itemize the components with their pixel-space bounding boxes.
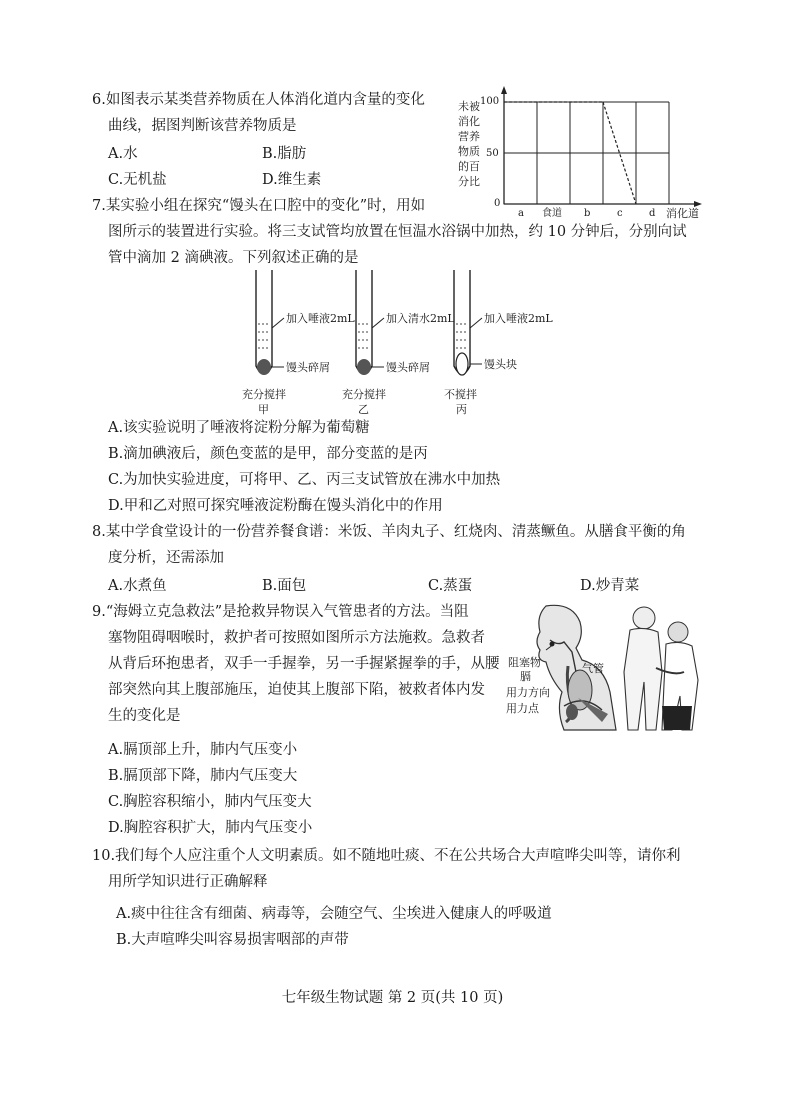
q9-option-b: B.膈顶部下降，肺内气压变大 — [108, 768, 298, 784]
q8-option-b: B.面包 — [262, 578, 307, 594]
q7-option-d: D.甲和乙对照可探究唾液淀粉酶在馒头消化中的作用 — [108, 498, 443, 514]
q10-option-a: A.痰中往往含有细菌、病毒等，会随空气、尘埃进入健康人的呼吸道 — [116, 906, 552, 922]
q6-option-d: D.维生素 — [262, 172, 322, 188]
q7-tube3-liquid: 加入唾液2mL — [484, 312, 553, 325]
q9-stem-line4: 部突然向其上腹部施压，迫使其上腹部下陷，被救者体内发 — [108, 682, 485, 698]
q7-stem-line2: 图所示的装置进行实验。将三支试管均放置在恒温水浴锅中加热，约 10 分钟后，分别向试 — [108, 224, 687, 240]
q7-option-a: A.该实验说明了唾液将淀粉分解为葡萄糖 — [108, 420, 370, 436]
q7-tube3-stir: 不搅拌 — [444, 388, 477, 401]
q6-stem-line2: 曲线，据图判断该营养物质是 — [108, 118, 297, 134]
q7-option-b: B.滴加碘液后，颜色变蓝的是甲，部分变蓝的是丙 — [108, 446, 428, 462]
q9-stem-line2: 塞物阻碍咽喉时，救护者可按照如图所示方法施救。急救者 — [108, 630, 485, 646]
q9-stem-line3: 从背后环抱患者，双手一手握拳，另一手握紧握拳的手，从腰 — [108, 656, 500, 672]
q8-stem-line2: 度分析，还需添加 — [108, 550, 224, 566]
page-footer: 七年级生物试题 第 2 页(共 10 页) — [281, 990, 504, 1006]
q8-stem-line1: 8.某中学食堂设计的一份营养餐食谱：米饭、羊肉丸子、红烧肉、清蒸鳜鱼。从膳食平衡的角 — [92, 524, 686, 540]
q9-label-obstruction: 阻塞物 — [508, 656, 541, 669]
q7-option-c: C.为加快实验进度，可将甲、乙、丙三支试管放在沸水中加热 — [108, 472, 501, 488]
q6-ylabel-1: 未被 — [458, 100, 480, 113]
q8-option-a: A.水煮鱼 — [108, 578, 167, 594]
q7-tube2-solid: 馒头碎屑 — [386, 361, 430, 374]
q8-option-d: D.炒青菜 — [580, 578, 640, 594]
q9-figure — [506, 602, 710, 734]
q7-tubes-svg — [240, 266, 570, 418]
q6-xlabel: 消化道 — [666, 207, 699, 220]
q6-option-a: A.水 — [108, 146, 138, 162]
q7-tube3-name: 丙 — [456, 403, 467, 416]
q6-ylabel-2: 消化 — [458, 115, 480, 128]
q9-option-c: C.胸腔容积缩小，肺内气压变大 — [108, 794, 312, 810]
q9-label-force-direction: 用力方向 — [506, 686, 550, 699]
q6-option-b: B.脂肪 — [262, 146, 307, 162]
q9-option-d: D.胸腔容积扩大，肺内气压变小 — [108, 820, 313, 836]
q9-label-diaphragm: 膈 — [520, 670, 531, 683]
q6-xtick-d: d — [649, 208, 656, 219]
q7-tube2-name: 乙 — [358, 403, 369, 416]
q6-chart — [450, 86, 710, 226]
q7-tube1-stir: 充分搅拌 — [242, 388, 286, 401]
q10-option-b: B.大声喧哗尖叫容易损害咽部的声带 — [116, 932, 349, 948]
q6-ylabel-5: 的百 — [458, 160, 480, 173]
q7-stem-line3: 管中滴加 2 滴碘液。下列叙述正确的是 — [108, 250, 359, 266]
q7-tube2-liquid: 加入清水2mL — [386, 312, 455, 325]
q6-ylabel-3: 营养 — [458, 130, 480, 143]
q9-label-force-point: 用力点 — [506, 702, 539, 715]
q6-ytick-50: 50 — [486, 148, 499, 159]
q9-stem-line5: 生的变化是 — [108, 708, 181, 724]
q7-tube1-name: 甲 — [258, 403, 269, 416]
q9-option-a: A.膈顶部上升，肺内气压变小 — [108, 742, 298, 758]
q6-ytick-0: 0 — [494, 198, 501, 209]
q8-option-c: C.蒸蛋 — [428, 578, 473, 594]
q6-ylabel-4: 物质 — [458, 145, 480, 158]
q7-tube1-liquid: 加入唾液2mL — [286, 312, 355, 325]
q6-xtick-esophagus: 食道 — [542, 208, 562, 219]
q7-stem-line1: 7.某实验小组在探究“馒头在口腔中的变化”时，用如 — [92, 198, 426, 214]
q6-xtick-b: b — [584, 208, 591, 219]
q6-option-c: C.无机盐 — [108, 172, 167, 188]
q6-xtick-a: a — [518, 208, 524, 219]
q6-ylabel-6: 分比 — [458, 175, 480, 188]
q7-tube2-stir: 充分搅拌 — [342, 388, 386, 401]
q9-label-trachea: 气管 — [582, 662, 604, 675]
q7-figure — [240, 266, 570, 418]
q6-stem-line1: 6.如图表示某类营养物质在人体消化道内含量的变化 — [92, 92, 425, 108]
q7-tube3-solid: 馒头块 — [484, 358, 517, 371]
q6-xtick-c: c — [617, 208, 623, 219]
q9-stem-line1: 9.“海姆立克急救法”是抢救异物误入气管患者的方法。当阻 — [92, 604, 469, 620]
q6-chart-grid — [450, 86, 710, 226]
q10-stem-line2: 用所学知识进行正确解释 — [108, 874, 268, 890]
q7-tube1-solid: 馒头碎屑 — [286, 361, 330, 374]
q6-ytick-100: 100 — [480, 96, 500, 107]
q10-stem-line1: 10.我们每个人应注重个人文明素质。如不随地吐痰、不在公共场合大声喧哗尖叫等，请你利 — [92, 848, 681, 864]
